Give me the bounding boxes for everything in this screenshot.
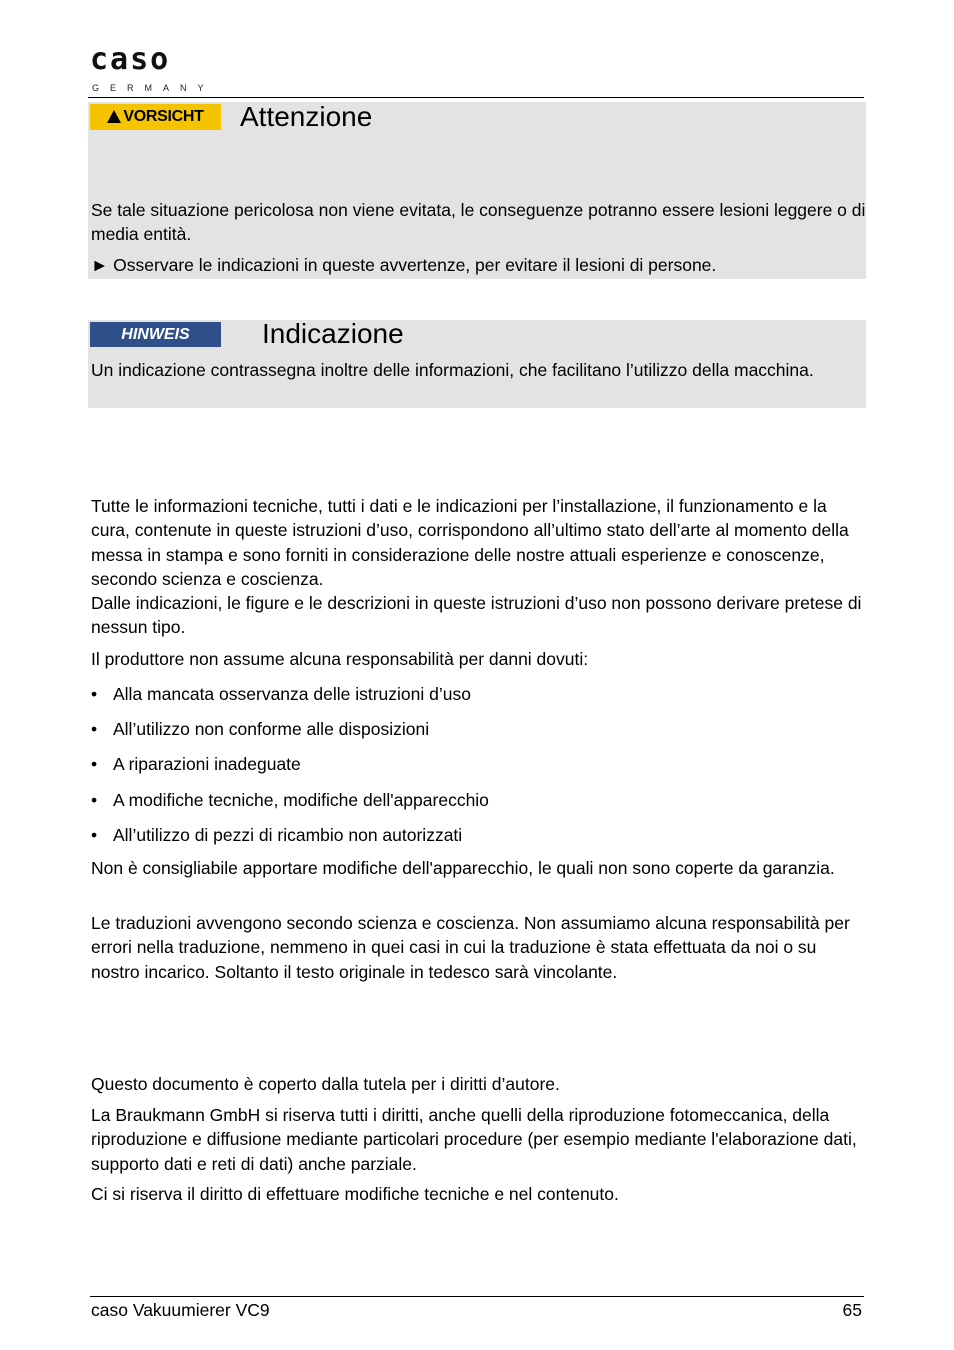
warning-title: Attenzione [240, 101, 373, 132]
list-item: • All’utilizzo non conforme alle disposizioni [91, 717, 866, 752]
logo-wordmark: caso [90, 42, 171, 77]
note-title: Indicazione [262, 318, 404, 349]
paragraph-liability-intro: Il produttore non assume alcuna responsabilità per danni dovuti: [91, 649, 589, 669]
warning-badge-label: VORSICHT [123, 108, 204, 125]
note-badge-label: HINWEIS [121, 325, 190, 343]
footer-divider [90, 1296, 864, 1297]
liability-list [91, 682, 866, 858]
list-item: • Alla mancata osservanza delle istruzioni d’uso [91, 682, 866, 717]
list-item: • All’utilizzo di pezzi di ricambio non autorizzati [91, 823, 866, 858]
page-number: 65 [842, 1300, 862, 1320]
paragraph-copyright: Questo documento è coperto dalla tutela per i diritti d’autore. [91, 1074, 560, 1094]
paragraph-changes-reserved: Ci si riserva il diritto di effettuare modifiche tecniche e nel contenuto. [91, 1184, 619, 1204]
paragraph-technical-info: Tutte le informazioni tecniche, tutti i dati e le indicazioni per l’installazione, il funzionamento e la cura, contenute in queste istruzioni d’uso, corrispondono all’ultimo stato dell’arte al momento della messa in stampa e sono forniti in considerazione delle nostre attuali esperienze e conoscenze, secondo scienza e coscienza. [91, 496, 849, 589]
logo-subtitle: GERMANY [92, 83, 215, 93]
list-item: • A riparazioni inadeguate [91, 752, 866, 787]
warning-triangle-icon [107, 110, 121, 123]
warning-badge [90, 104, 221, 130]
footer-product-name: caso Vakuumierer VC9 [91, 1300, 270, 1320]
warning-instruction: ► Osservare le indicazioni in queste avvertenze, per evitare il lesioni di persone. [91, 255, 717, 275]
list-item: • A modifiche tecniche, modifiche dell'apparecchio [91, 788, 866, 823]
note-text: Un indicazione contrassegna inoltre delle informazioni, che facilitano l’utilizzo della macchina. [91, 360, 814, 380]
paragraph-no-claims: Dalle indicazioni, le figure e le descrizioni in queste istruzioni d’uso non possono derivare pretese di nessun tipo. [91, 593, 862, 638]
note-badge [90, 322, 221, 347]
header-divider [88, 97, 864, 98]
warning-text: Se tale situazione pericolosa non viene evitata, le conseguenze potranno essere lesioni leggere o di media entità. [91, 200, 866, 245]
paragraph-modifications: Non è consigliabile apportare modifiche dell'apparecchio, le quali non sono coperte da garanzia. [91, 858, 835, 878]
paragraph-rights-reserved: La Braukmann GmbH si riserva tutti i diritti, anche quelli della riproduzione fotomeccanica, della riproduzione e diffusione mediante particolari procedure (per esempio mediante l'elaborazione dati, supporto dati e reti di dati) anche parziale. [91, 1105, 857, 1174]
paragraph-translations: Le traduzioni avvengono secondo scienza e coscienza. Non assumiamo alcuna responsabilità per errori nella traduzione, nemmeno in quei casi in cui la traduzione è stata effettuata da noi o su nostro incarico. Soltanto il testo originale in tedesco sarà vincolante. [91, 913, 850, 982]
